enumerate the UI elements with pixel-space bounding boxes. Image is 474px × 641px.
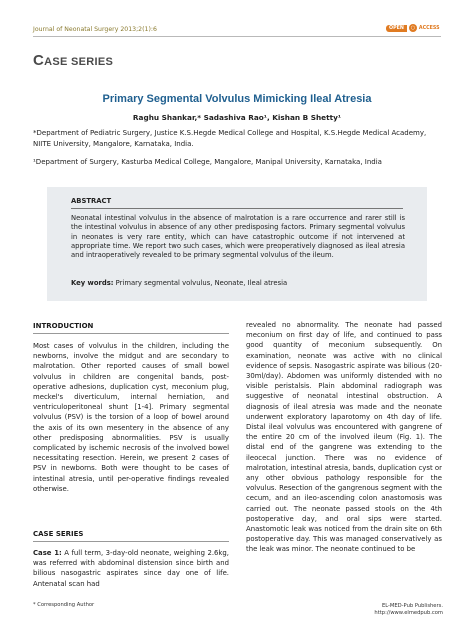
corresponding-author-note: * Corresponding Author bbox=[33, 602, 95, 608]
publisher-link[interactable]: http://www.elmedpub.com bbox=[374, 610, 443, 617]
intro-text: Most cases of volvulus in the children, including the newborns, involve the midgut and are secondary to malrotation. Other reported causes of small bowel volvulus in children are congenital bands, post-operative adhesions, duplication cyst, meconium plug, meckel's diverticulum, internal herniation, and ventriculoperitoneal shunt [1-4]. Primary segmental volvulus (PSV) is the torsion of a loop of bowel around the axis of its own mesentery in the absence of any other predisposing abnormalities. PSV is usually complicated by ischemic necrosis of the involved bowel necessitating resection. Herein, we present 2 cases of PSV in newborns. Both were thought to be cases of intestinal atresia, until per-operative findings revealed otherwise. bbox=[33, 342, 229, 493]
abstract-text: Neonatal intestinal volvulus in the absence of malrotation is a rare occurrence and rarer still is the intestinal volvulus in absence of any other predisposing factors. Primary segmental volvulus in neonates is very rare entity, which can have catastrophic outcome if not intervened at appropriate time. We report two such cases, which were preoperatively diagnosed as ileal atresia and intraoperatively revealed to be primary segmental volvulus of the ileum. bbox=[71, 214, 405, 260]
publisher-name: EL-MED-Pub Publishers. bbox=[381, 603, 443, 609]
affiliation-1: *Department of Pediatric Surgery, Justice K.S.Hegde Medical College and Hospital, K.S.Hegde Medical Academy, NIITE University, Mangalore, Karnataka, India. bbox=[33, 129, 427, 148]
author-list: Raghu Shankar,* Sadashiva Rao¹, Kishan B Shetty¹ bbox=[132, 113, 342, 122]
section-label-rest: ASE SERIES bbox=[44, 56, 114, 68]
section-label-initial: C bbox=[33, 52, 45, 69]
affiliation-2: ¹Department of Surgery, Kasturba Medical College, Mangalore, Manipal University, Karnataka, India bbox=[33, 158, 382, 166]
intro-divider bbox=[33, 333, 229, 334]
section-label bbox=[33, 52, 113, 69]
case-1-text bbox=[33, 548, 229, 589]
intro-heading: INTRODUCTION bbox=[33, 322, 94, 330]
oa-access-label: ACCESS bbox=[418, 25, 440, 31]
case-series-divider bbox=[33, 541, 229, 542]
oa-open-label: OPEN bbox=[386, 25, 407, 32]
journal-citation: Journal of Neonatal Surgery 2013;2(1):6 bbox=[33, 26, 157, 33]
publisher-info bbox=[343, 603, 443, 617]
keywords-value: Primary segmental volvulus, Neonate, Ileal atresia bbox=[115, 279, 288, 287]
case-series-heading: CASE SERIES bbox=[33, 530, 84, 538]
keywords-label: Key words: bbox=[71, 279, 114, 287]
header-divider bbox=[33, 36, 441, 37]
right-column-text: revealed no abnormality. The neonate had passed meconium on first day of life, and continued to pass good quantity of meconium subsequently. On examination, neonate was active with no clinical evidence of sepsis. Nasogastric aspirate was bilious (20-30ml/day). Abdomen was uniformly distended with no visible peristalsis. Plain abdominal radiograph was suggestive of neonatal intestinal obstruction. A diagnosis of ileal atresia was made and the neonate underwent exploratory laparotomy on 4th day of life. Distal ileal volvulus was encountered with gangrene of the entire 20 cm of the involved ileum (Fig. 1). The distal end of the gangrene was extending to the ileocecal junction. There was no evidence of malrotation, intestinal atresia, bands, duplication cyst or any other obvious pathology responsible for the volvulus. Resection of the gangrenous segment with the cecum, and an ileo-ascending colon anastomosis was carried out. The neonate passed stools on the 4th postoperative day, and oral sips were started. Anastomotic leak was noticed from the drain site on 6th postoperative day. This was managed conservatively as the leak was minor. The neonate continued to be bbox=[246, 321, 442, 554]
abstract-heading: ABSTRACT bbox=[71, 197, 112, 205]
case-1-label: Case 1: bbox=[33, 549, 62, 557]
keywords bbox=[71, 279, 287, 287]
abstract-divider bbox=[71, 208, 403, 209]
article-title: Primary Segmental Volvulus Mimicking Ileal Atresia bbox=[102, 93, 372, 105]
open-access-badge bbox=[386, 24, 440, 32]
case-1-body: A full term, 3-day-old neonate, weighing 2.6kg, was referred with abdominal distension since birth and bilious nasogastric aspirates since day one of life. Antenatal scan had bbox=[33, 549, 229, 588]
open-lock-icon: ○ bbox=[410, 25, 416, 31]
